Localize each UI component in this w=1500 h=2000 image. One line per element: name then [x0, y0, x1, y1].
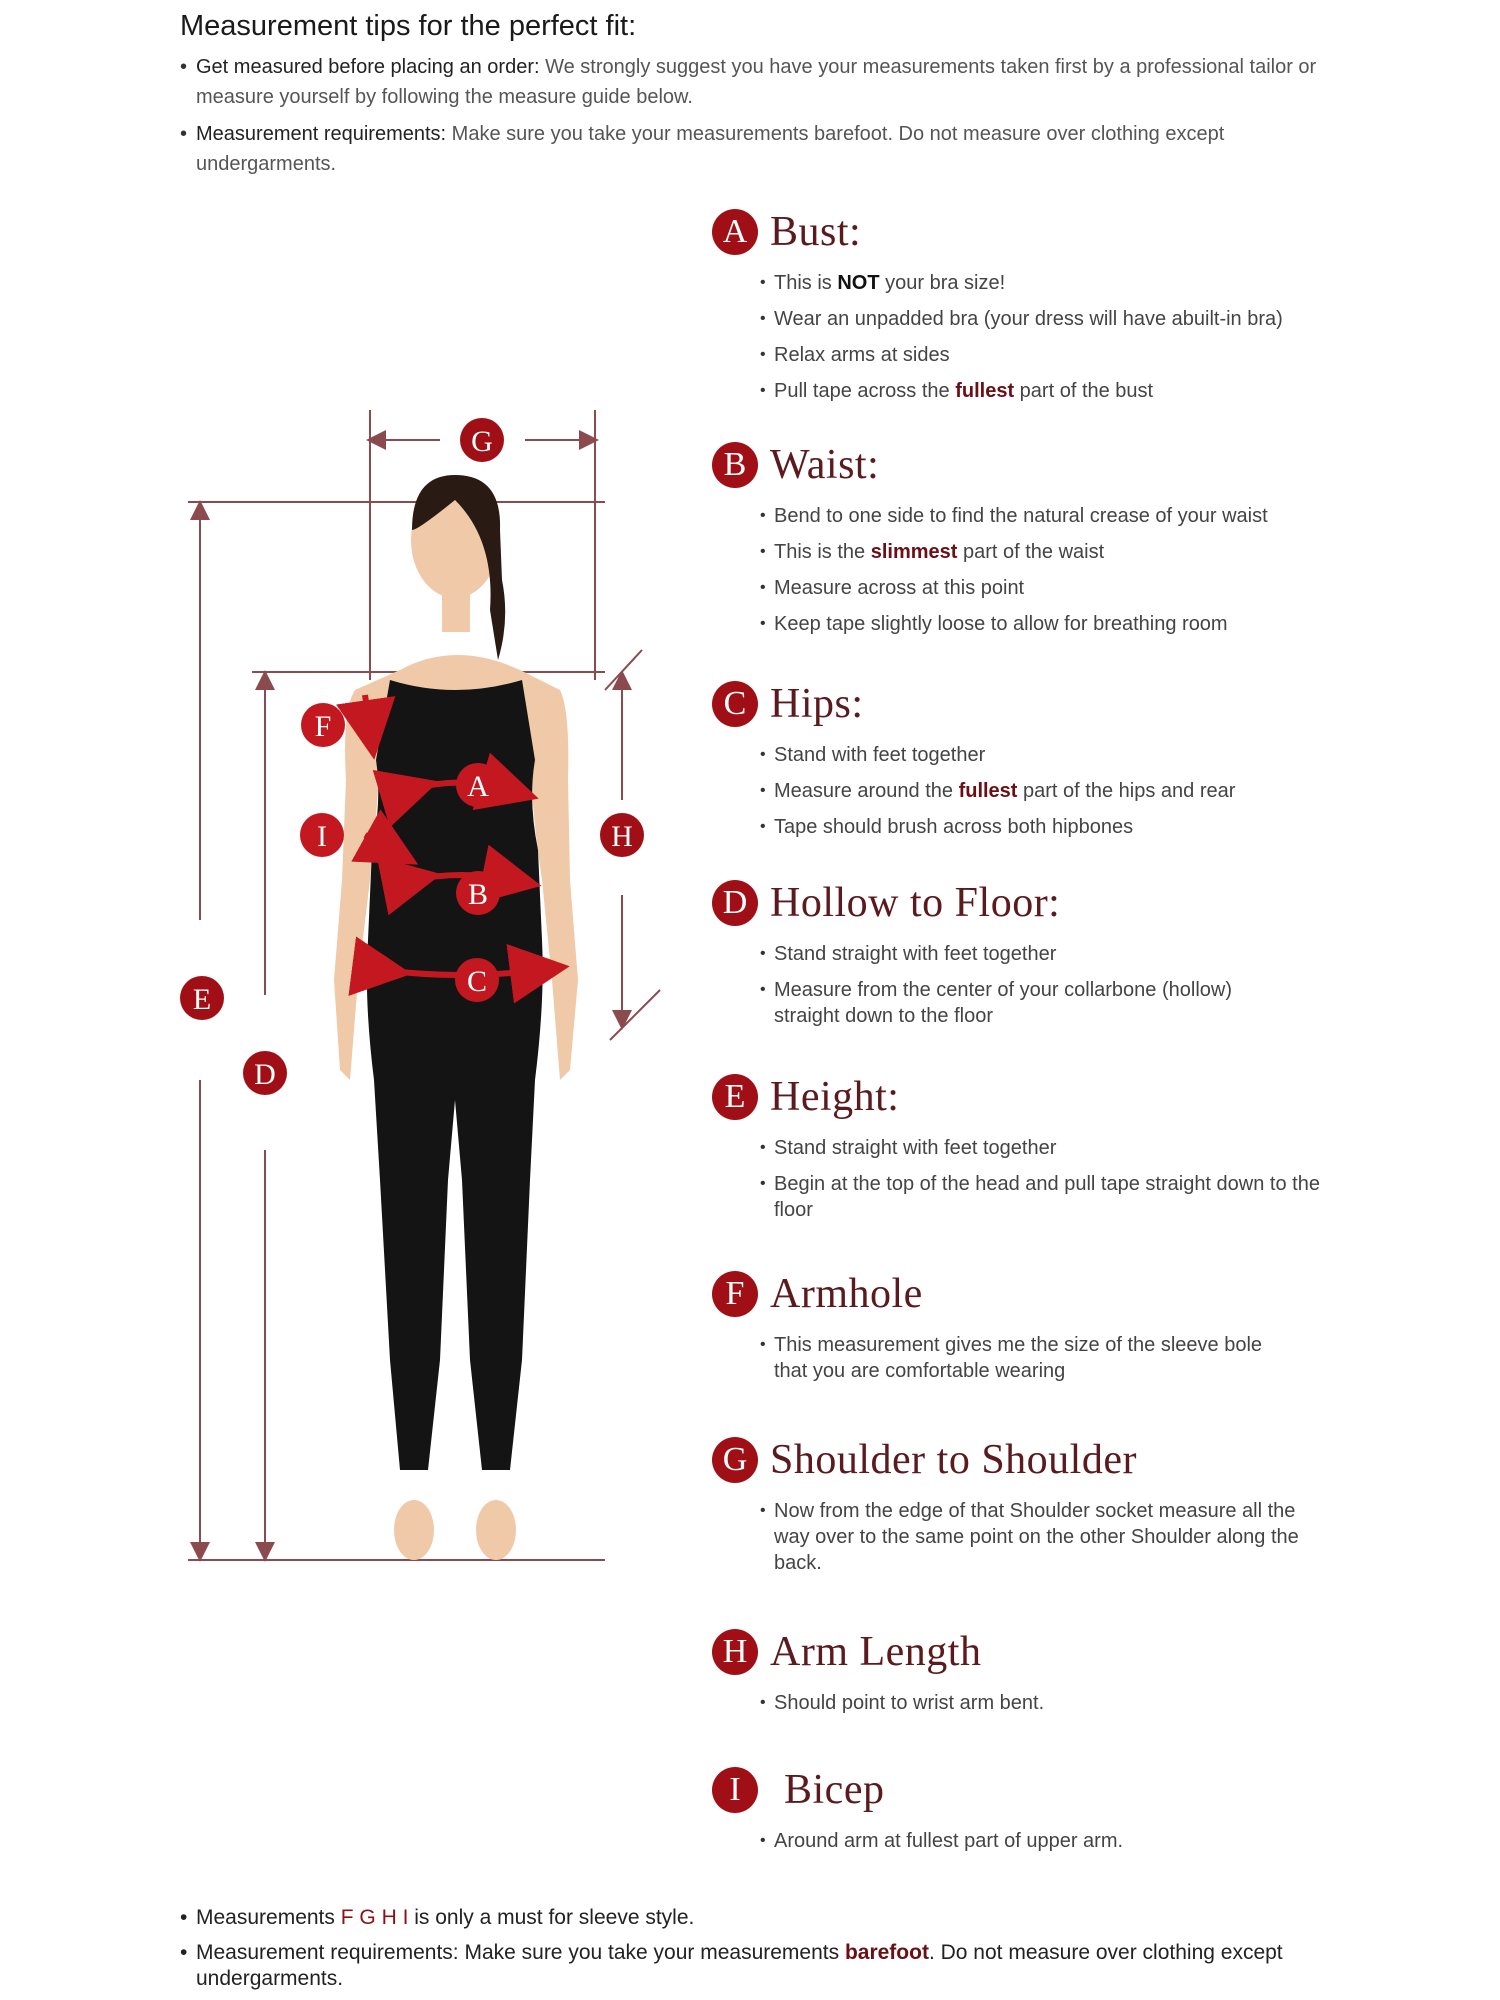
- label-text: D: [254, 1058, 276, 1091]
- section-badge: E: [712, 1074, 758, 1120]
- section-hollow-to-floor: [712, 873, 1362, 1039]
- list-item: • Pull tape across the fullest part of the bust: [760, 378, 1362, 404]
- list-item: • This is NOT your bra size!: [760, 270, 1362, 296]
- section-badge: F: [712, 1271, 758, 1317]
- section-title: Hollow to Floor:: [770, 880, 1061, 926]
- section-bust: [712, 202, 1362, 414]
- list-item: • Measure from the center of your collarbone (hollow) straight down to the floor: [760, 977, 1294, 1029]
- label-text: I: [317, 820, 327, 853]
- figure-label-b: [456, 871, 500, 915]
- tip-get-measured: [180, 52, 1330, 112]
- label-text: B: [467, 878, 489, 911]
- footer-note-requirements: • Measurement requirements: Make sure you take your measurements barefoot. Do not measure over clothing except undergarments.: [180, 1941, 1283, 1990]
- list-item: • This measurement gives me the size of the sleeve bole that you are comfortable wearing: [760, 1332, 1294, 1384]
- tip-requirements: [180, 119, 1330, 179]
- section-badge: C: [712, 681, 758, 727]
- label-text: F: [314, 710, 332, 743]
- section-height: [712, 1067, 1362, 1233]
- label-text: E: [192, 983, 212, 1016]
- list-item: • Measure around the fullest part of the hips and rear: [760, 778, 1362, 804]
- page-title: Measurement tips for the perfect fit:: [180, 10, 637, 42]
- list-item: • Begin at the top of the head and pull tape straight down to the floor: [760, 1171, 1334, 1223]
- bullet: •: [180, 56, 188, 78]
- section-arm-length: [712, 1622, 1362, 1726]
- label-text: G: [471, 425, 493, 458]
- section-hips: [712, 674, 1362, 850]
- list-item: • Bend to one side to find the natural crease of your waist: [760, 503, 1362, 529]
- list-item: • Should point to wrist arm bent.: [760, 1690, 1362, 1716]
- figure-label-e: [180, 976, 224, 1020]
- section-badge: A: [712, 209, 758, 255]
- section-badge: G: [712, 1437, 758, 1483]
- figure-label-i: [300, 813, 344, 857]
- figure-illustration: [150, 380, 690, 1580]
- section-title: Hips:: [770, 681, 864, 727]
- label-text: H: [611, 820, 633, 853]
- section-armhole: [712, 1264, 1362, 1394]
- section-title: Arm Length: [770, 1629, 982, 1675]
- list-item: • Measure across at this point: [760, 575, 1362, 601]
- list-item: • Around arm at fullest part of upper arm.: [760, 1828, 1362, 1854]
- figure-label-h: [600, 813, 644, 857]
- section-title: Shoulder to Shoulder: [770, 1437, 1137, 1483]
- list-item: • Wear an unpadded bra (your dress will have abuilt-in bra): [760, 306, 1362, 332]
- list-item: • Tape should brush across both hipbones: [760, 814, 1362, 840]
- section-title: Armhole: [770, 1271, 923, 1317]
- tip-lead: Get measured before placing an order:: [196, 56, 540, 78]
- bullet: •: [180, 123, 188, 145]
- tip-text: We strongly suggest you have your measurements taken first by a professional tailor or measure yourself by following the measure guide below.: [196, 56, 1317, 108]
- figure-label-a: [456, 763, 500, 807]
- section-badge: I: [712, 1767, 758, 1813]
- tip-lead: Measurement requirements:: [196, 123, 447, 145]
- list-item: • Stand with feet together: [760, 742, 1362, 768]
- footer-note-sleeve: • Measurements F G H I is only a must for sleeve style.: [180, 1906, 695, 1929]
- section-badge: B: [712, 442, 758, 488]
- list-item: • This is the slimmest part of the waist: [760, 539, 1362, 565]
- section-title: Height:: [770, 1074, 900, 1120]
- figure-label-g: [460, 418, 504, 462]
- list-item: • Relax arms at sides: [760, 342, 1362, 368]
- list-item: • Keep tape slightly loose to allow for breathing room: [760, 611, 1362, 637]
- bullet: •: [180, 1941, 188, 1964]
- tip-text: Make sure you take your measurements barefoot. Do not measure over clothing except undergarments.: [196, 123, 1225, 175]
- section-bicep: [712, 1760, 1362, 1864]
- list-item: • Stand straight with feet together: [760, 941, 1362, 967]
- section-title: Waist:: [770, 442, 880, 488]
- list-item: • Stand straight with feet together: [760, 1135, 1362, 1161]
- section-badge: D: [712, 880, 758, 926]
- figure-label-d: [243, 1051, 287, 1095]
- list-item: • Now from the edge of that Shoulder socket measure all the way over to the same point on the other Shoulder along the back.: [760, 1498, 1314, 1576]
- section-title: Bust:: [770, 209, 862, 255]
- body-measurement-figure: [150, 380, 690, 1580]
- figure-label-c: [455, 958, 499, 1002]
- section-waist: [712, 435, 1362, 647]
- section-shoulder-to-shoulder: [712, 1430, 1362, 1586]
- label-text: C: [466, 965, 488, 998]
- label-text: A: [467, 770, 489, 803]
- figure-label-f: [301, 703, 345, 747]
- section-badge: H: [712, 1629, 758, 1675]
- section-title: Bicep: [784, 1767, 885, 1813]
- bullet: •: [180, 1906, 188, 1929]
